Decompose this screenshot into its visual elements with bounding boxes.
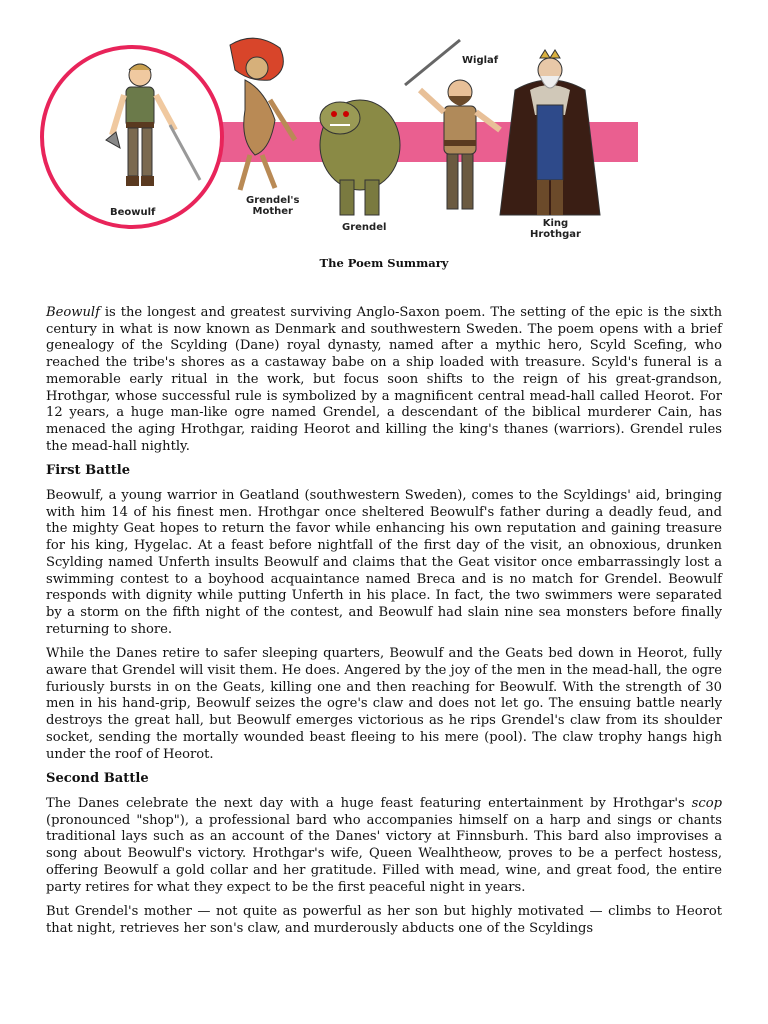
section-heading-first-battle: First Battle bbox=[46, 463, 131, 479]
label-grendel: Grendel bbox=[342, 222, 387, 233]
label-grendels-mother-line2: Mother bbox=[252, 206, 293, 217]
intro-italic-lead: Beowulf bbox=[46, 305, 100, 320]
intro-text: is the longest and greatest surviving Anglo-Saxon poem. The setting of the epic is the sixth century in what is now known as Denmark and southwestern Sweden. The poem opens with a brief genealogy of the Scylding (Dane) royal dynasty, named after a mythic hero, Scyld Scefing, who reached the tribe's shores as a castaway babe on a ship loaded with treasure. Scyld's funeral is a memorable early ritual in the work, but focus soon shifts to the reign of his great-grandson, Hrothgar, whose successful rule is symbolized by a magnificent central mead-hall called Heorot. For 12 years, a huge man-like ogre named Grendel, a descendant of the biblical murderer Cain, has menaced the aging Hrothgar, raiding Heorot and killing the king's thanes (warriors). Grendel rules the mead-hall nightly. bbox=[46, 305, 722, 454]
hrothgar-figure bbox=[500, 50, 600, 215]
second-battle-paragraph-1 bbox=[46, 796, 722, 896]
second-battle-paragraph-2: But Grendel's mother — not quite as powerful as her son but highly motivated — climbs to Heorot that night, retrieves her son's claw, and murderously abducts one of the Scyldings bbox=[46, 904, 722, 936]
label-hrothgar-line2: Hrothgar bbox=[530, 229, 581, 240]
second-battle-p1-part-b: (pronounced "shop"), a professional bard who accompanies himself on a harp and sings or chants traditional lays such as an account of the Danes' victory at Finnsburh. This bard also improvises a song about Beowulf's victory. Hrothgar's wife, Queen Wealhtheow, proves to be a perfect hostess, offering Beowulf a gold collar and her gratitude. Filled with mead, wine, and great food, the entire party retires for what they expect to be the first peaceful night in years. bbox=[46, 812, 722, 895]
label-grendels-mother bbox=[246, 195, 299, 217]
label-grendels-mother-line1: Grendel's bbox=[246, 195, 300, 206]
intro-paragraph bbox=[46, 305, 722, 455]
document-body bbox=[46, 305, 722, 946]
page-title: The Poem Summary bbox=[319, 256, 449, 270]
second-battle-p1-italic: scop bbox=[691, 795, 722, 811]
label-beowulf: Beowulf bbox=[110, 207, 156, 218]
grendel-figure bbox=[320, 100, 400, 215]
label-hrothgar bbox=[530, 218, 581, 240]
first-battle-paragraph-1: Beowulf, a young warrior in Geatland (southwestern Sweden), comes to the Scyldings' aid, bringing with him 14 of his finest men. Hrothgar once sheltered Beowulf's father during a deadly feud, and the mighty Geat hopes to return the favor while enhancing his own reputation and gaining treasure for his king, Hygelac. At a feast before nightfall of the first day of the visit, an obnoxious, drunken Scylding named Unferth insults Beowulf and claims that the Geat visitor once embarrassingly lost a swimming contest to a boyhood acquaintance named Breca and is no match for Grendel. Beowulf responds with dignity while putting Unferth in his place. In fact, the two swimmers were separated by a storm on the fifth night of the contest, and Beowulf had slain nine sea monsters before finally returning to shore. bbox=[46, 488, 722, 637]
label-hrothgar-line1: King bbox=[542, 218, 569, 229]
grendels-mother-figure bbox=[230, 38, 295, 190]
first-battle-paragraph-2: While the Danes retire to safer sleeping quarters, Beowulf and the Geats bed down in Heorot, fully aware that Grendel will visit them. He does. Angered by the joy of the men in the mead-hall, the ogre furiously bursts in on the Geats, killing one and then reaching for Beowulf. With the strength of 30 men in his hand-grip, Beowulf seizes the ogre's claw and does not let go. The ensuing battle nearly destroys the great hall, but Beowulf emerges victorious as he rips Grendel's claw from its shoulder socket, sending the mortally wounded beast fleeing to his mere (pool). The claw trophy hangs high under the roof of Heorot. bbox=[46, 646, 722, 762]
label-wiglaf: Wiglaf bbox=[462, 55, 499, 66]
second-battle-p1-part-a: The Danes celebrate the next day with a huge feast featuring entertainment by Hrothgar's bbox=[46, 795, 692, 811]
section-heading-second-battle: Second Battle bbox=[46, 771, 149, 787]
